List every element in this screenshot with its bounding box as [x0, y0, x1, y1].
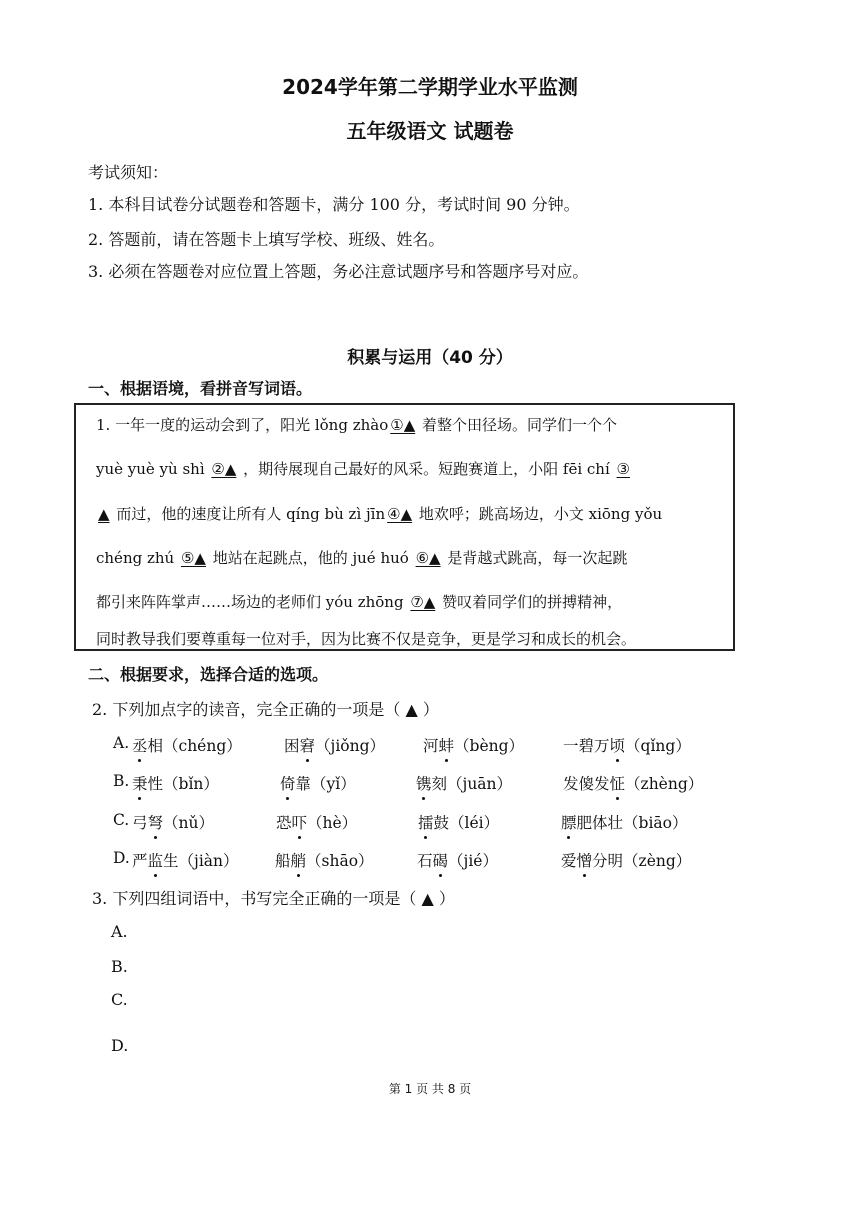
answer-blank-3: ③ — [616, 460, 630, 478]
notice-item-3: 3. 必须在答题卷对应位置上答题，务必注意试题序号和答题序号对应。 — [88, 262, 589, 281]
q1-line-5: 都引来阵阵掌声……场边的老师们 yóu zhōng ⑦▲ 赞叹着同学们的拼搏精神， — [96, 593, 623, 611]
q1-line-1: 1. 一年一度的运动会到了，阳光 lǒng zhào ①▲ 着整个田径场。同学们一个个 — [96, 416, 618, 434]
q3-option-c: C. — [111, 990, 128, 1009]
q2-option-d-item-3: 石碣（jié） — [417, 849, 498, 871]
q1-line-6: 同时教导我们要尊重每一位对手，因为比赛不仅是竞争，更是学习和成长的机会。 — [96, 630, 637, 648]
q2-option-a-item-4: 一碧万顷（qǐng） — [563, 734, 691, 756]
answer-blank-4: ④▲ — [387, 505, 413, 523]
answer-blank-7: ⑦▲ — [410, 593, 436, 611]
q1-line-4: chéng zhú ⑤▲ 地站在起跳点，他的 jué huó ⑥▲ 是背越式跳高，每一次起跳 — [96, 549, 628, 567]
page-number: 第 1 页 共 8 页 — [388, 1082, 472, 1096]
part-two-title: 二、根据要求，选择合适的选项。 — [88, 665, 329, 684]
exam-title: 2024学年第二学期学业水平监测 — [282, 75, 578, 99]
q2-option-b-item-4: 发傻发怔（zhèng） — [563, 772, 703, 794]
q3-option-b: B. — [111, 957, 128, 976]
q2-option-c-item-2: 恐吓（hè） — [276, 811, 357, 833]
q2-option-a-item-3: 河蚌（bèng） — [423, 734, 524, 756]
q1-line-2: yuè yuè yù shì ②▲ ，期待展现自己最好的风采。短跑赛道上，小阳 fēi chí ③ — [96, 460, 630, 478]
part-one-title: 一、根据语境，看拼音写词语。 — [88, 379, 313, 398]
q3-option-a: A. — [111, 922, 128, 941]
q2-option-c-label: C. — [113, 811, 130, 829]
q2-option-a-item-1: 丞相（chéng） — [132, 734, 242, 756]
q2-option-c-item-1: 弓弩（nǔ） — [132, 811, 214, 833]
q2-option-b-item-1: 秉性（bǐn） — [132, 772, 219, 794]
exam-subtitle: 五年级语文 试题卷 — [346, 119, 514, 143]
answer-blank-3-cont: ▲ — [98, 505, 110, 523]
q2-option-d-item-1: 严监生（jiàn） — [132, 849, 239, 871]
answer-blank-5: ⑤▲ — [180, 549, 206, 567]
answer-blank-1: ①▲ — [390, 416, 416, 434]
question-3-stem: 3. 下列四组词语中，书写完全正确的一项是（ ▲ ） — [92, 889, 455, 908]
notice-item-2: 2. 答题前，请在答题卡上填写学校、班级、姓名。 — [88, 230, 445, 249]
answer-blank-2: ②▲ — [211, 460, 237, 478]
section-title: 积累与运用（40 分） — [347, 348, 513, 368]
question-1-box — [74, 403, 735, 651]
q2-option-b-label: B. — [113, 772, 130, 790]
notice-item-1: 1. 本科目试卷分试题卷和答题卡，满分 100 分，考试时间 90 分钟。 — [88, 195, 580, 214]
q2-option-c-item-3: 擂鼓（léi） — [418, 811, 499, 833]
q2-option-b-item-3: 镌刻（juān） — [416, 772, 512, 794]
question-2-stem: 2. 下列加点字的读音，完全正确的一项是（ ▲ ） — [92, 700, 439, 719]
q2-option-b-item-2: 倚靠（yǐ） — [280, 772, 356, 794]
q2-option-a-label: A. — [113, 734, 130, 752]
q2-option-c-item-4: 膘肥体壮（biāo） — [561, 811, 687, 833]
q2-option-d-item-4: 爱憎分明（zèng） — [561, 849, 691, 871]
notice-heading: 考试须知： — [88, 163, 169, 182]
q1-line-3: ▲ 而过，他的速度让所有人 qíng bù zì jīn ④▲ 地欢呼；跳高场边，小文 xiōng yǒu — [98, 505, 663, 523]
q3-option-d: D. — [111, 1036, 129, 1055]
q2-option-a-item-2: 困窘（jiǒng） — [284, 734, 385, 756]
q2-option-d-label: D. — [113, 849, 130, 867]
answer-blank-6: ⑥▲ — [415, 549, 441, 567]
q2-option-d-item-2: 船艄（shāo） — [275, 849, 374, 871]
